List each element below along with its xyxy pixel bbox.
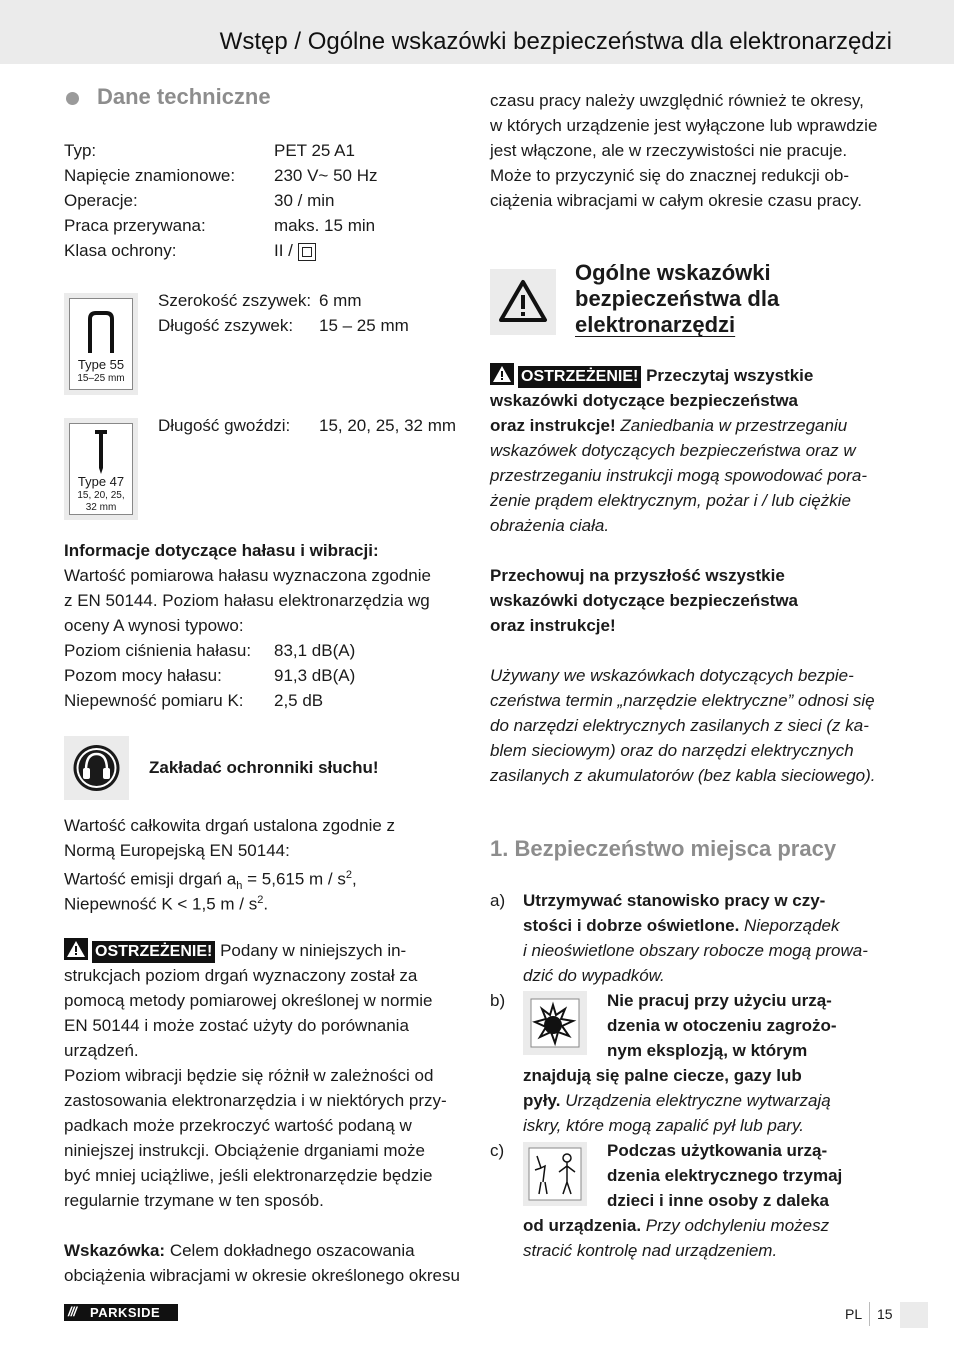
uncertainty-value: Niepewność K < 1,5 m / s (64, 894, 258, 914)
language-code: PL (845, 1306, 863, 1322)
section-bullet (66, 92, 79, 105)
safety-heading (575, 260, 779, 338)
section-title-text: Bezpieczeństwo miejsca pracy (514, 836, 837, 861)
superscript: 2 (257, 894, 264, 906)
warning-triangle-icon (490, 363, 514, 385)
keep-text: wskazówki dotyczące bezpieczeństwa (490, 591, 799, 610)
spec-value: 30 / min (274, 191, 335, 210)
item-text-line (523, 1088, 831, 1113)
nail-range-label: 32 mm (85, 502, 117, 513)
body-text: czasu pracy należy uwzględnić również te okresy, (490, 91, 864, 110)
superscript: 2 (345, 869, 352, 881)
staple-width-value: 6 mm (319, 291, 362, 310)
warning-text: padkach może przekroczyć wartość podaną w (64, 1116, 412, 1135)
note-text: Celem dokładnego oszacowania (165, 1241, 415, 1260)
vibration-emission-value: = 5,615 m / s (242, 869, 346, 889)
brand-logo (64, 1304, 178, 1321)
item-text: Nie pracuj przy użyciu urzą- (607, 991, 832, 1010)
keep-text: Przechowuj na przyszłość wszystkie (490, 566, 785, 585)
warning-badge: OSTRZEŻENIE! (518, 366, 641, 388)
note-label: Wskazówka: (64, 1241, 166, 1260)
warning-text: oraz instrukcje! (490, 416, 616, 435)
body-text: jest włączone, ale w rzeczywistości nie pracuje. (490, 141, 848, 160)
spec-label: Praca przerywana: (64, 216, 206, 235)
explosion-icon (523, 991, 587, 1055)
spec-value: II / (274, 241, 293, 260)
spec-label: Klasa ochrony: (64, 241, 177, 260)
staple-length-value: 15 – 25 mm (319, 316, 409, 335)
warning-text: pomocą metody pomiarowej określonej w normie (64, 991, 433, 1010)
item-text: dzieci i inne osoby z daleka (607, 1191, 830, 1210)
term-text: Używany we wskazówkach dotyczących bezpie- (490, 666, 854, 685)
nail-type-icon (64, 418, 138, 520)
spec-label: Typ: (64, 141, 97, 160)
section-title-workplace (490, 836, 836, 862)
ear-protection-text: Zakładać ochronniki słuchu! (149, 758, 379, 777)
body-text: ciążenia wibracjami w całym okresie czasu pracy. (490, 191, 862, 210)
warning-text: EN 50144 i może zostać użyty do porównania (64, 1016, 409, 1035)
nail-type-label: Type 47 (77, 474, 125, 489)
warning-text: Poziom wibracji będzie się różnił w zależności od (64, 1066, 434, 1085)
warning-text: niniejszej instrukcji. Obciążenie drganiami może (64, 1141, 425, 1160)
staple-length-label: Długość zszywek: (158, 316, 294, 335)
page-title: Wstęp / Ogólne wskazówki bezpieczeństwa dla elektronarzędzi (219, 28, 892, 55)
item-text: Nieporządek (739, 916, 840, 935)
protection-class-icon (298, 243, 316, 261)
term-text: czeństwa termin „narzędzie elektryczne” odnosi się (490, 691, 875, 710)
warning-triangle-icon (64, 938, 88, 960)
spec-value: 230 V~ 50 Hz (274, 166, 378, 185)
noise-text: Wartość pomiarowa hałasu wyznaczona zgodnie (64, 566, 431, 585)
item-text: Przy odchyleniu możesz (641, 1216, 830, 1235)
noise-value: 83,1 dB(A) (274, 641, 356, 660)
noise-label: Pozom mocy hałasu: (64, 666, 222, 685)
safety-heading-line: elektronarzędzi (575, 312, 736, 337)
term-text: do narzędzi elektrycznych zasilanych z sieci (z ka- (490, 716, 869, 735)
item-text: iskry, które mogą zapalić pył lub pary. (523, 1116, 804, 1135)
section-number: 1. (490, 836, 509, 861)
warning-1-first-line (64, 938, 406, 963)
safety-heading-line: Ogólne wskazówki (575, 260, 771, 285)
section-title-tech: Dane techniczne (97, 84, 271, 109)
warning-text: być mniej uciążliwe, jeśli elektronarzędzie będzie (64, 1166, 433, 1185)
item-text-line (523, 1213, 829, 1238)
warning-text: obrażenia ciała. (490, 516, 610, 535)
term-text: zasilanych z akumulatorów (bez kabla sieciowego). (490, 766, 876, 785)
body-text: Może to przyczynić się do znacznej redukcji ob- (490, 166, 850, 185)
nail-length-value: 15, 20, 25, 32 mm (319, 416, 457, 435)
vibration-text: Wartość całkowita drgań ustalona zgodnie z (64, 816, 396, 835)
warning-text-line (490, 413, 847, 438)
term-text: blem sieciowym) oraz do narzędzi elektrycznych (490, 741, 854, 760)
item-text: dzenia elektrycznego trzymaj (607, 1166, 843, 1185)
note-first-line (64, 1238, 415, 1263)
item-text: od urządzenia. (523, 1216, 642, 1235)
warning-text: Zaniedbania w przestrzeganiu (615, 416, 848, 435)
noise-value: 91,3 dB(A) (274, 666, 356, 685)
page-number: 15 (877, 1306, 893, 1322)
general-warning-icon (490, 269, 556, 335)
warning-2-first-line (490, 363, 813, 388)
punctuation: . (263, 894, 269, 914)
nail-length-label: Długość gwoździ: (158, 416, 291, 435)
vibration-text: Normą Europejską EN 50144: (64, 841, 290, 860)
warning-badge: OSTRZEŻENIE! (92, 941, 215, 963)
punctuation: , (352, 869, 357, 889)
item-text: pyły. (523, 1091, 561, 1110)
warning-text: strukcjach poziom drgań wyznaczony został za (64, 966, 418, 985)
item-text: znajdują się palne ciecze, gazy lub (523, 1066, 802, 1085)
noise-label: Niepewność pomiaru K: (64, 691, 244, 710)
item-text: stracić kontrolę nad urządzeniem. (523, 1241, 778, 1260)
staple-type-label: Type 55 (77, 357, 125, 372)
page-corner-box (900, 1302, 928, 1328)
noise-value: 2,5 dB (274, 691, 324, 710)
noise-text: z EN 50144. Poziom hałasu elektronarzędzia wg (64, 591, 430, 610)
warning-text: przestrzeganiu instrukcji mogą spowodować pora- (490, 466, 868, 485)
item-text: dzenia w otoczeniu zagrożo- (607, 1016, 837, 1035)
keep-children-away-icon (523, 1142, 587, 1206)
warning-text: wskazówek dotyczących bezpieczeństwa oraz w (490, 441, 856, 460)
warning-text: Podany w niniejszych in- (220, 941, 407, 960)
item-text: stości i dobrze oświetlone. (523, 916, 740, 935)
spec-label: Operacje: (64, 191, 138, 210)
item-text: Urządzenia elektryczne wytwarzają (560, 1091, 831, 1110)
nail-range-label: 15, 20, 25, (77, 490, 125, 501)
item-label: c) (490, 1141, 505, 1160)
item-text: Podczas użytkowania urzą- (607, 1141, 828, 1160)
ear-protection-icon (64, 736, 129, 800)
note-text: obciążenia wibracjami w okresie określonego okresu (64, 1266, 460, 1285)
noise-heading: Informacje dotyczące hałasu i wibracji: (64, 541, 379, 560)
brand-name: PARKSIDE (90, 1305, 161, 1320)
vibration-uncertainty (64, 888, 268, 917)
staple-width-label: Szerokość zszywek: (158, 291, 312, 310)
warning-text: Przeczytaj wszystkie (641, 366, 814, 385)
item-label: b) (490, 991, 506, 1010)
spec-value: PET 25 A1 (274, 141, 355, 160)
spec-label: Napięcie znamionowe: (64, 166, 236, 185)
vibration-emission-label: Wartość emisji drgań a (64, 869, 237, 889)
footer-divider (869, 1302, 870, 1326)
noise-text: oceny A wynosi typowo: (64, 616, 244, 635)
staple-type-icon (64, 293, 138, 395)
warning-text: żenie prądem elektrycznym, pożar i / lub ciężkie (490, 491, 851, 510)
item-label: a) (490, 891, 506, 910)
warning-text: regularnie trzymane w ten sposób. (64, 1191, 324, 1210)
item-text: i nieoświetlone obszary robocze mogą prowa- (523, 941, 868, 960)
logo-stripes: /// (68, 1304, 76, 1319)
body-text: w których urządzenie jest wyłączone lub wprawdzie (490, 116, 878, 135)
staple-range-label: 15–25 mm (77, 373, 125, 384)
safety-heading-line: bezpieczeństwa dla (575, 286, 780, 311)
warning-text: urządzeń. (64, 1041, 139, 1060)
item-text-line (523, 913, 840, 938)
keep-text: oraz instrukcje! (490, 616, 616, 635)
subscript: h (236, 880, 243, 893)
item-text: nym eksplozją, w którym (607, 1041, 808, 1060)
warning-text: zastosowania elektronarzędzia i w niektórych przy- (64, 1091, 447, 1110)
warning-text: wskazówki dotyczące bezpieczeństwa (490, 391, 799, 410)
spec-value: maks. 15 min (274, 216, 376, 235)
item-text: dzić do wypadków. (523, 966, 665, 985)
item-text: Utrzymywać stanowisko pracy w czy- (523, 891, 826, 910)
noise-label: Poziom ciśnienia hałasu: (64, 641, 252, 660)
